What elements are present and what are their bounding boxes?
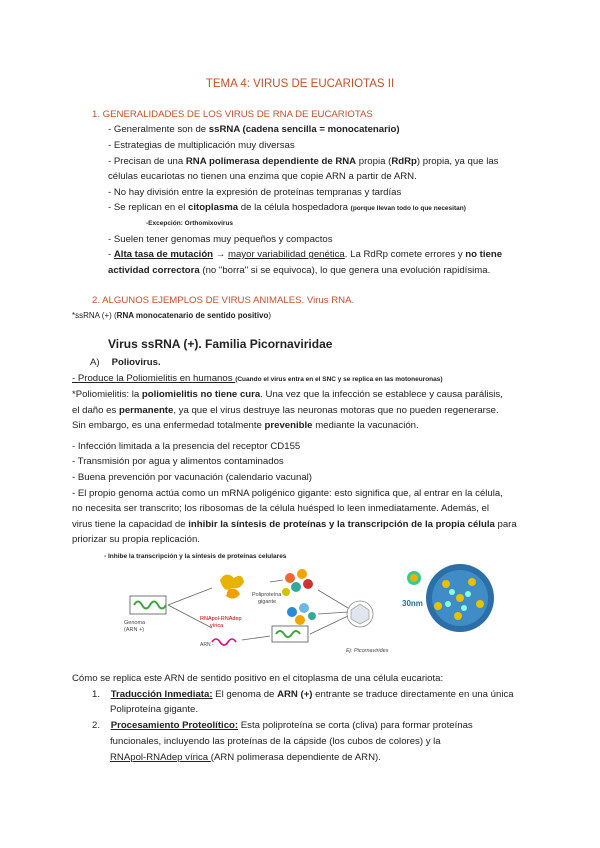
capsid-proteins-icon [282, 569, 313, 596]
arrow-to-polyprotein [168, 588, 212, 605]
genoma-label: Genoma [124, 620, 146, 626]
negative-rna-icon [212, 639, 236, 645]
polio-list-4c: virus tiene la capacidad de inhibir la síntesis de proteínas y la transcripción de la propia célula para [72, 519, 517, 530]
polyprotein-icon [220, 574, 244, 598]
rnapol-label: RNApol-RNAdep [200, 616, 242, 622]
bullet-genomas: - Suelen tener genomas muy pequeños y compactos [108, 234, 333, 245]
arn-neg-label: ARN - [200, 642, 214, 648]
replication-step-2-end: RNApol-RNAdep vírica (ARN polimerasa dependiente de ARN). [110, 752, 381, 763]
bullet-citoplasma: - Se replican en el citoplasma de la célula hospedadora (porque llevan todo lo que necesitan) [108, 202, 466, 213]
picornavirides-label: Ej: Picornavirides [346, 648, 389, 654]
bullet-division: - No hay división entre la expresión de proteínas tempranas y tardías [108, 187, 402, 198]
polio-list-3: - Buena prevención por vacunación (calendario vacunal) [72, 472, 312, 483]
scale-label: 30nm [402, 599, 423, 608]
small-virion-icon [407, 571, 421, 585]
bullet-ssrna: - Generalmente son de ssRNA (cadena sencilla = monocatenario) [108, 124, 400, 135]
bullet-mutacion-cont: actividad correctora (no "borra" si se equivoca), lo que genera una evolución rapidísima. [108, 265, 491, 276]
polio-p1: *Poliomielitis: la poliomielitis no tiene cura. Una vez que la infección se establece y causa parálisis, [72, 389, 503, 400]
ssrna-note: *ssRNA (+) (RNA monocatenario de sentido positivo) [72, 311, 272, 320]
capsid-proteins-lower-icon [287, 603, 316, 625]
polio-list-1: - Infección limitada a la presencia del receptor CD155 [72, 441, 301, 452]
polio-p2: el daño es permanente, ya que el virus destruye las neuronas motoras que no pueden regenerarse. [72, 405, 499, 416]
polio-list-4d: priorizar su propia replicación. [72, 534, 200, 545]
arrow-to-virion [318, 590, 348, 608]
inhibe-note: - Inhibe la transcripción y la síntesis de proteínas celulares [104, 553, 287, 560]
exception-note: -Excepción: Orthomixovirus [146, 220, 234, 227]
poliovirus-subheading: A) Poliovirus. [90, 357, 161, 368]
replication-step-2: 2. Procesamiento Proteolítico: Esta poliproteína se corta (cliva) para formar proteínas [92, 720, 473, 731]
polio-list-4: - El propio genoma actúa como un mRNA poligénico gigante: esto significa que, al entrar en la célula, [72, 488, 503, 499]
replication-intro: Cómo se replica este ARN de sentido positivo en el citoplasma de una célula eucariota: [72, 673, 444, 684]
new-genome-rna-icon [272, 626, 308, 642]
polio-cause: - Produce la Poliomielitis en humanos (Cuando el virus entra en el SNC y se replica en las motoneuronas) [72, 373, 443, 384]
virica-label: vírica [210, 623, 224, 629]
genome-rna-icon [130, 596, 166, 614]
arn-label: (ARN +) [124, 627, 145, 633]
replication-figure [120, 560, 500, 670]
polio-list-4b: no necesita ser transcrito; los ribosomas de la célula huésped lo leen inmediatamente. Además, el [72, 503, 490, 514]
bullet-estrategias: - Estrategias de multiplicación muy diversas [108, 140, 295, 151]
replication-step-2-cont: funcionales, incluyendo las proteínas de la cápside (los cubos de colores) y la [110, 736, 441, 747]
bullet-mutacion: - Alta tasa de mutación → mayor variabilidad genética. La RdRp comete errores y no tiene [108, 249, 503, 260]
virion-icon [347, 601, 373, 627]
page-title: TEMA 4: VIRUS DE EUCARIOTAS II [205, 78, 395, 90]
gigante-label: gigante [258, 599, 277, 605]
replication-step-1-cont: Poliproteína gigante. [110, 704, 199, 715]
polio-p3: Sin embargo, es una enfermedad totalmente prevenible mediante la vacunación. [72, 420, 419, 431]
replication-step-1: 1. Traducción Inmediata: El genoma de ARN (+) entrante se traduce directamente en una única [92, 689, 514, 700]
section-2-heading: 2. ALGUNOS EJEMPLOS DE VIRUS ANIMALES. Virus RNA. [92, 295, 355, 306]
poliproteina-label: Poliproteína [252, 592, 282, 598]
family-heading: Virus ssRNA (+). Familia Picornaviridae [108, 337, 333, 351]
section-1-heading: 1. GENERALIDADES DE LOS VIRUS DE RNA DE EUCARIOTAS [92, 109, 373, 120]
polio-list-2: - Transmisión por agua y alimentos contaminados [72, 456, 284, 467]
poliovirus-render-icon [426, 564, 494, 632]
bullet-rdrp-cont: células eucariotas no tienen una enzima que copie ARN a partir de ARN. [108, 171, 417, 182]
bullet-rdrp: - Precisan de una RNA polimerasa dependiente de RNA propia (RdRp) propia, ya que las [108, 156, 499, 167]
